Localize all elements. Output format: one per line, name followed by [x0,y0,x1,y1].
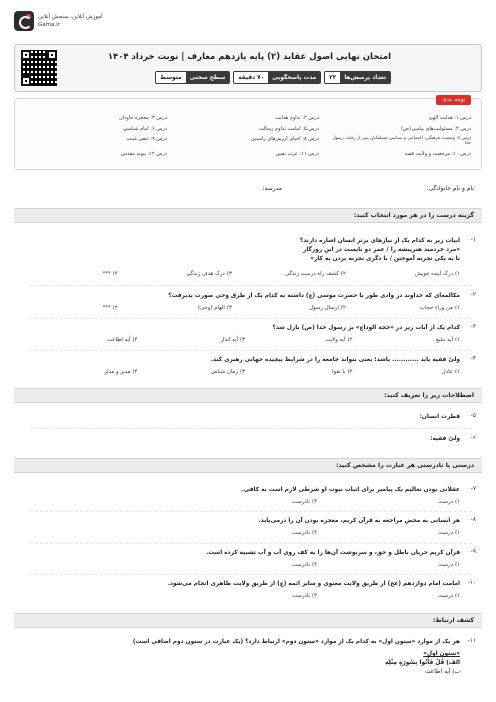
question-1-text: ابیات زیر به کدام یک از نیازهای برتر انسان اشاره دارند؟ [299,238,460,244]
lesson-item: درس ۱۲: پیوند مقدس [120,150,167,157]
lesson-item: درس ۳: معجزه جاودان [119,115,167,121]
lesson-item: درس ۷: وضعیت فرهنگی، اجتماعی و سیاسی مسلمانان پس از رحلت رسول خدا [332,136,471,146]
option[interactable]: ۳) الهام (وحی) [197,305,232,311]
school-field[interactable]: مدرسه: [262,184,282,192]
question-3: ۳- کدام یک از آیات زیر در «حجة الوداع» بر رسول خدا (ص) نازل شد؟ ۱) آیه تبلیغ ۲) آیه ولایت ۳) آیه انذار ۴) آیه اطاعت [14,324,482,348]
question-2: ۲- مکالمه‌ای که خداوند در وادی طور با حضرت موسی (ع) داشته به کدام یک از طرق وحی صورت پذیرفت؟ ۱) من وراء حجاب ۲) ارسال رسول ۳) الهام (وحی) ۴) *** [14,292,482,316]
option[interactable]: ۴) مدیر و مدبّر [104,369,138,375]
question-10-options [174,593,460,599]
exam-badges [155,71,391,84]
divider [30,350,472,351]
option-true[interactable]: ۱) درست [438,530,460,536]
brand-header [14,8,154,34]
question-6: ۶- ولیّ فقیه: [14,435,482,447]
lesson-item: درس ۱: هدایت الهی [428,115,471,121]
question-3-text: کدام یک از آیات زیر در «حجة الوداع» بر رسول خدا (ص) نازل شد؟ [272,325,460,331]
lesson-item: درس ۴: مسئولیت‌های پیامبر (ص) [400,125,471,132]
question-8: ۸- هر انسانی به محض مراجعه به قرآن کریم، معجزه بودن آن را درمی‌یابد. ۱) درست ۲) نادرست [14,517,482,541]
option[interactable]: ۱) درک آینده خویش [414,271,460,277]
option[interactable]: ۱) عادل [441,369,460,375]
question-7: ۷- عقلانی بودن تعالیم یک پیامبر برای اثبات نبوت او شرطی لازم است نه کافی. ۱) درست ۲) نادرست [14,486,482,510]
exam-title: امتحان نهایی اصول عقاید (۲) پایه یازدهم معارف | نوبت خرداد ۱۴۰۴ [107,52,391,62]
question-1-verse-2: تا به یکی تجربه آموختن / با دگری تجربه بردن به کار» [310,255,460,262]
lesson-scope-box [14,98,482,170]
student-info-row [14,178,482,198]
brand-text [38,13,103,30]
question-7-options [174,499,460,505]
brand-logo-icon [14,11,34,31]
option-false[interactable]: ۲) نادرست [292,530,317,536]
option[interactable]: ۴) *** [102,271,118,277]
question-10-text: امامت امام دوازدهم (عج) از طریق ولایت معنوی و سایر ائمه (ع) از طریق ولایت ظاهری انجام می‌شود. [167,581,460,587]
option-false[interactable]: ۲) نادرست [292,499,317,505]
question-4-options [30,369,460,375]
badge-duration: مدت پاسخگویی ۷۰ دقیقه [233,71,321,84]
divider [30,428,472,429]
question-6-text: ولیّ فقیه: [430,436,460,442]
section-matching: کشف ارتباط: [14,613,482,628]
question-1-options [30,271,460,277]
question-2-text: مکالمه‌ای که خداوند در وادی طور با حضرت موسی (ع) داشته به کدام یک از طرق وحی صورت پذیرفت؟ [168,293,460,299]
lesson-item: درس ۶: امام شناسی [122,125,167,132]
question-11-text: هر یک از موارد «ستون اول» به کدام یک از موارد «ستون دوم» ارتباط دارد؟ (یک عبارت در ستون دوم اضافی است) [132,639,460,645]
question-4: ۴- ولیّ فقیه باید ............ باشد؛ یعنی بتواند جامعه را در شرایط پیچیده جهانی رهبری کند. ۱) عادل ۲) با تقوا ۳) زمان شناس ۴) مدیر و مدبّر [14,356,482,380]
question-2-options [30,305,460,311]
brand-domain: Gama.ir [38,22,60,28]
question-3-options [30,337,460,343]
option-true[interactable]: ۱) درست [438,593,460,599]
option[interactable]: ۲) ارسال رسول [309,305,346,311]
lesson-scope-tag: توجه بندی [436,95,471,105]
option[interactable]: ۲) با تقوا [332,369,353,375]
option[interactable]: ۳) آیه انذار [220,337,245,343]
option[interactable]: ۲) آیه ولایت [325,337,353,343]
lesson-item: درس ۹: عصر غیبت [126,136,167,142]
question-10: ۱۰- امامت امام دوازدهم (عج) از طریق ولایت معنوی و سایر ائمه (ع) از طریق ولایت ظاهری انجام می‌شود. ۱) درست ۲) نادرست [14,580,482,604]
badge-question-count: تعداد پرسش‌ها ۲۲ [324,71,391,84]
divider [30,543,472,544]
divider [30,318,472,319]
section-definitions: اصطلاحات زیر را تعریف کنید: [14,388,482,403]
match-item-b: ب) آیه اطاعت [425,668,460,675]
question-9: ۹- قرآن کریم جریان باطل و حق، و سرنوشت آن‌ها را به کف روی آب و آب تشبیه کرده است. ۱) درست ۲) نادرست [14,549,482,573]
option[interactable]: ۳) زمان شناس [210,369,245,375]
option-true[interactable]: ۱) درست [438,499,460,505]
divider [30,574,472,575]
divider [30,511,472,512]
question-8-options [174,530,460,536]
option[interactable]: ۱) من وراء حجاب [419,305,460,311]
option[interactable]: ۲) کشف راه درست زندگی [285,271,346,277]
student-name-field[interactable]: نام و نام خانوادگی: [426,184,474,192]
question-5-text: فطرت انسان: [419,414,460,420]
option-false[interactable]: ۲) نادرست [292,562,317,568]
question-1: ۱- ابیات زیر به کدام یک از نیازهای برتر انسان اشاره دارند؟ «مرد خردمند هنرپیشه را / عمر دو بایست در این روزگار تا به یکی تجربه آموختن / با دگری تجربه بردن به کار» ۱) درک آینده خویش ۲) کشف راه درست زندگی ۳) درک هدف زندگی ۴) *** [14,237,482,279]
question-8-text: هر انسانی به محض مراجعه به قرآن کریم، معجزه بودن آن را درمی‌یابد. [258,518,460,524]
question-7-text: عقلانی بودن تعالیم یک پیامبر برای اثبات نبوت او شرطی لازم است نه کافی. [241,487,460,493]
lesson-list [25,115,471,157]
match-item-a: الف) قُلْ فَأْتُوا بِسُورَةٍ مِثْلِهِ [385,659,460,666]
question-5: ۵- فطرت انسان: [14,413,482,425]
option-false[interactable]: ۲) نادرست [292,593,317,599]
option-true[interactable]: ۱) درست [438,562,460,568]
option[interactable]: ۴) آیه اطاعت [106,337,138,343]
badge-difficulty: سطح سختی متوسط [155,71,230,84]
section-true-false: درستی یا نادرستی هر عبارت را مشخص کنید: [14,458,482,473]
divider [30,285,472,286]
brand-tagline: آموزش آنلاین، سنجش آنلاین [38,13,103,20]
lesson-item: درس ۱۰: مرجعیت و ولایت فقیه [404,150,471,157]
question-4-text: ولیّ فقیه باید ............ باشد؛ یعنی بتواند جامعه را در شرایط پیچیده جهانی رهبری کند. [210,357,460,363]
question-1-verse-1: «مرد خردمند هنرپیشه را / عمر دو بایست در این روزگار [303,246,460,253]
qr-code-icon[interactable] [21,50,57,86]
exam-header [14,44,482,92]
option[interactable]: ۳) درک هدف زندگی [186,271,232,277]
lesson-item: درس ۵: امامت تداوم رسالت [258,125,319,132]
question-11: ۱۱- هر یک از موارد «ستون اول» به کدام یک از موارد «ستون دوم» ارتباط دارد؟ (یک عبارت در ستون دوم اضافی است) «ستون اول» الف) قُلْ فَأْتُوا بِسُورَةٍ مِثْلِهِ ب) آیه اطاعت [14,638,482,698]
question-9-text: قرآن کریم جریان باطل و حق، و سرنوشت آن‌ها را به کف روی آب و آب تشبیه کرده است. [206,550,460,556]
lesson-item: درس ۱۱: عزت نفس [275,150,319,157]
question-9-options [174,562,460,568]
option[interactable]: ۴) *** [102,305,118,311]
column-one-heading: «ستون اول» [423,650,460,657]
lesson-item: درس ۲: تداوم هدایت [275,115,319,121]
section-multiple-choice: گزینه درست را در هر مورد انتخاب کنید: [14,208,482,223]
option[interactable]: ۱) آیه تبلیغ [435,337,460,343]
lesson-item: درس ۸: احیای ارزش‌های راستین [250,136,319,142]
